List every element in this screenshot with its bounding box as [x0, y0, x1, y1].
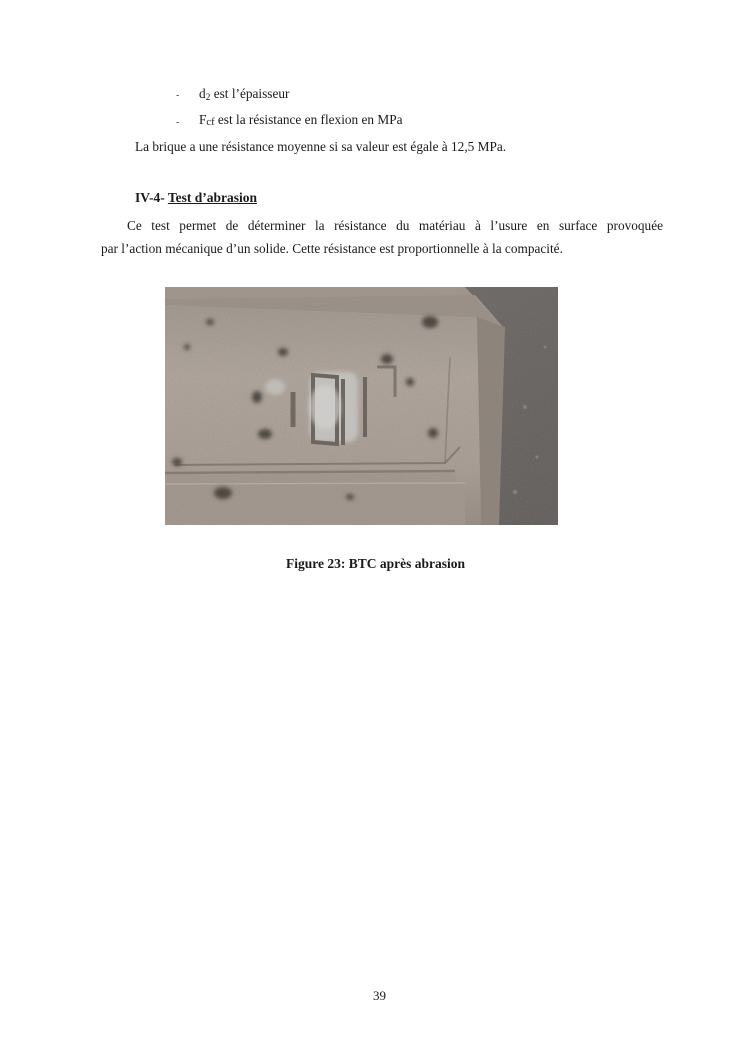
figure-caption: Figure 23: BTC après abrasion — [286, 556, 466, 571]
list-item-text: $d_2$ est l’épaisseur — [199, 86, 290, 103]
paragraph-line: par l’action mécanique d’un solide. Cette résistance est proportionnelle à la compacité. — [101, 241, 563, 256]
criterion-paragraph: La brique a une résistance moyenne si sa valeur est égale à 12,5 MPa. — [135, 139, 507, 154]
abrasion-paragraph — [101, 214, 663, 260]
page-number: 39 — [373, 988, 386, 1003]
list-dash: - — [176, 90, 180, 101]
section-heading — [135, 190, 257, 206]
section-number: IV-4- — [135, 190, 168, 205]
list-dash: - — [176, 117, 180, 128]
brick-photo — [165, 287, 558, 525]
paragraph-line: Ce test permet de déterminer la résistance du matériau à l’usure en surface provoquée — [127, 218, 663, 233]
list-item-text: Fcf est la résistance en flexion en MPa — [199, 112, 403, 128]
section-title: Test d’abrasion — [167, 190, 258, 205]
